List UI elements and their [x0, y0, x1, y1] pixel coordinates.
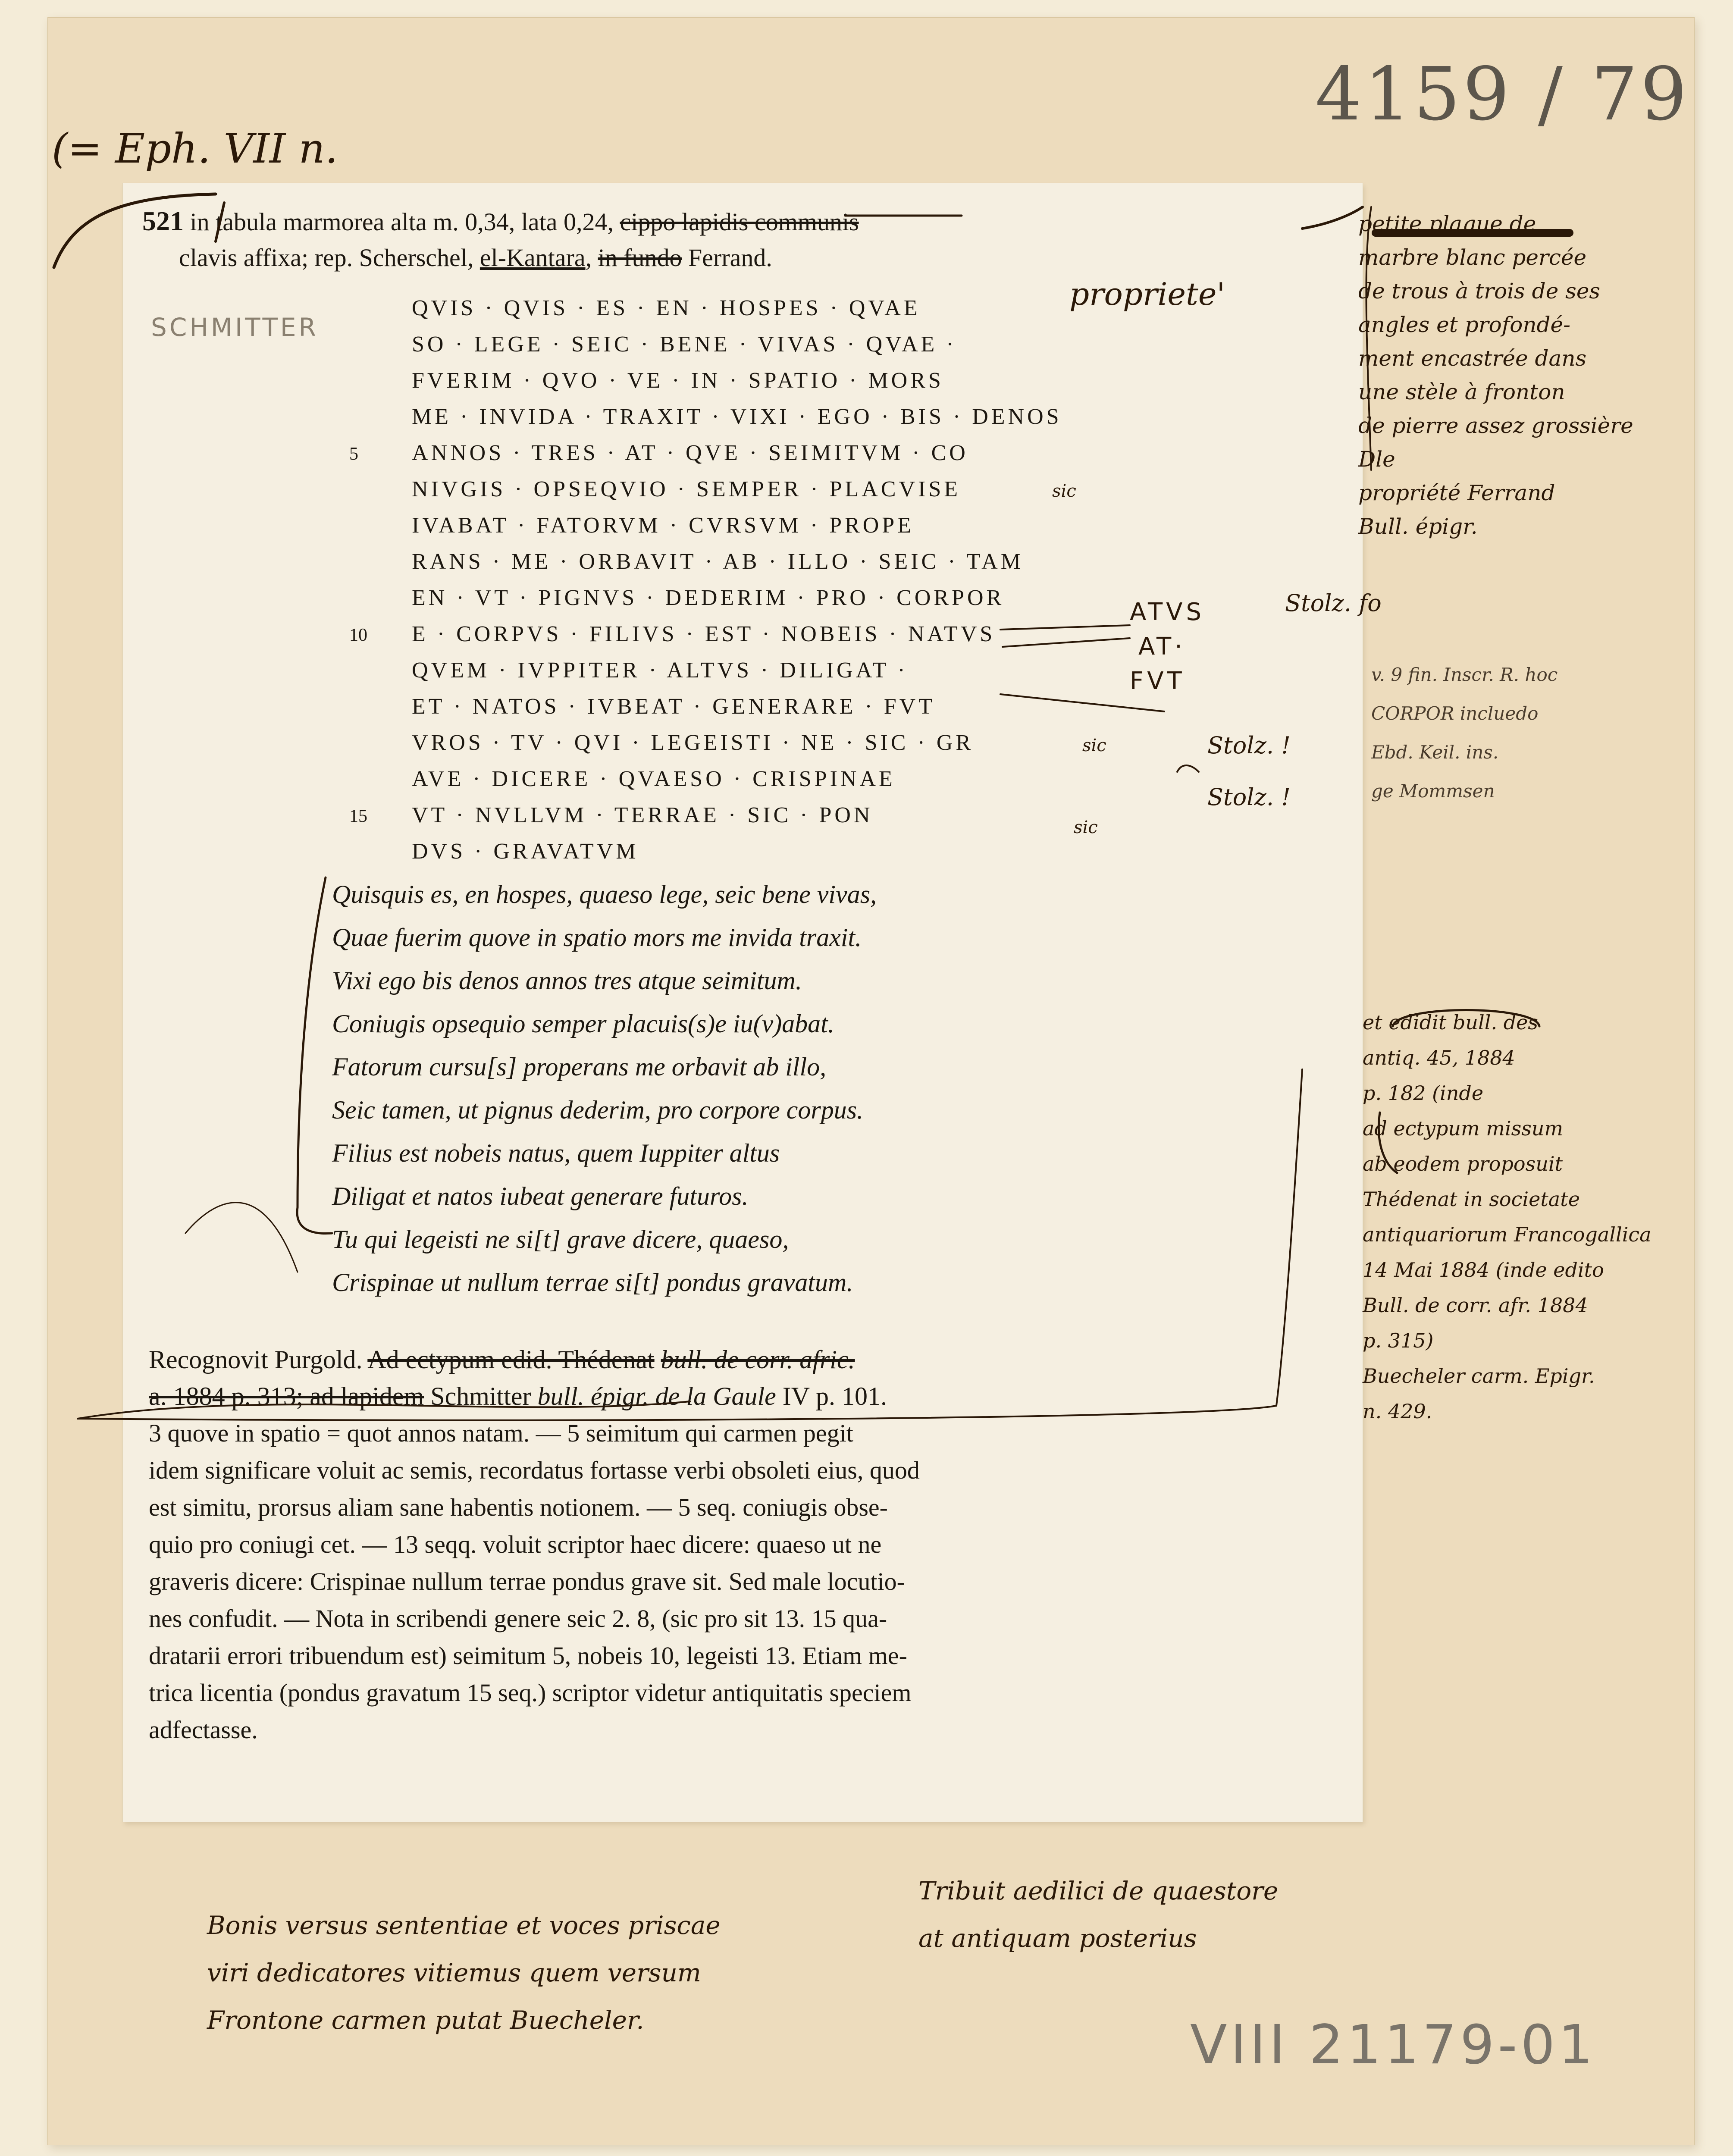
margin-note-right-top	[1358, 207, 1633, 543]
entry-heading-line-1	[142, 205, 859, 238]
sic-mark-2: sic	[1082, 736, 1106, 755]
inscription-line: VROS · TV · QVI · LEGEISTI · NE · SIC · GR	[412, 730, 974, 755]
margin-note-right-low	[1363, 1005, 1652, 1429]
commentary-line: nes confudit. — Nota in scribendi genere seic 2. 8, (sic pro sit 13. 15 qua-	[149, 1604, 887, 1633]
margin-note-line: ad ectypum missum	[1363, 1117, 1564, 1140]
margin-note-line: marbre blanc percée	[1358, 245, 1587, 270]
verse-line: Seic tamen, ut pignus dederim, pro corpore corpus.	[332, 1096, 864, 1124]
margin-note-line: Ebd. Keil. ins.	[1371, 742, 1499, 763]
margin-note-line: 14 Mai 1884 (inde edito	[1363, 1258, 1604, 1282]
heading-comma: ,	[585, 244, 598, 272]
margin-note-line: p. 315)	[1363, 1329, 1434, 1352]
entry-number: 521	[142, 206, 184, 236]
margin-note-line: Dle	[1358, 447, 1395, 472]
margin-note-line: propriété Ferrand	[1358, 480, 1555, 505]
atvs-line: ATVS	[1130, 598, 1205, 626]
margin-note-line: v. 9 fin. Inscr. R. hoc	[1371, 664, 1558, 685]
margin-note-bottom-right	[918, 1867, 1278, 1962]
recognovit-journal: bull. épigr. de la Gaule	[537, 1382, 776, 1410]
margin-note-line: Bull. épigr.	[1358, 514, 1478, 539]
heading-text-1: in tabula marmorea alta m. 0,34, lata 0,24,	[190, 208, 620, 236]
inscription-line: FVERIM · QVO · VE · IN · SPATIO · MORS	[412, 368, 944, 393]
sic-mark-1: sic	[1052, 481, 1076, 501]
commentary-line: adfectasse.	[149, 1716, 258, 1744]
recognovit-struck-1-italic: bull. de corr. afric.	[661, 1345, 855, 1374]
margin-note-line: petite plaque de	[1358, 211, 1536, 236]
entry-heading-line-2	[179, 241, 772, 274]
margin-note-atvs	[1130, 595, 1205, 699]
recognovit-line-2	[149, 1380, 887, 1413]
annotation-schmitter: SCHMITTER	[151, 313, 319, 342]
heading-struck-2: in fundo	[598, 244, 682, 272]
verse-line: Diligat et natos iubeat generare futuros.	[332, 1182, 749, 1210]
margin-note-line: antiq. 45, 1884	[1363, 1046, 1515, 1069]
recognovit-post: Schmitter	[424, 1382, 538, 1410]
commentary-line: dratarii errori tribuendum est) seimitum 5, nobeis 10, legeisti 13. Etiam me-	[149, 1642, 907, 1670]
inscription-line: NIVGIS · OPSEQVIO · SEMPER · PLACVISE	[412, 477, 961, 501]
recognovit-end: IV p. 101.	[776, 1382, 887, 1410]
margin-note-line: de trous à trois de ses	[1358, 279, 1601, 304]
inscription-line: RANS · ME · ORBAVIT · AB · ILLO · SEIC · TAM	[412, 549, 1024, 574]
inscription-line: VT · NVLLVM · TERRAE · SIC · PON	[412, 803, 873, 827]
inscription-line: QVEM · IVPPITER · ALTVS · DILIGAT ·	[412, 658, 908, 683]
recognovit-line-1	[149, 1343, 855, 1376]
margin-note-line: CORPOR incluedo	[1371, 703, 1539, 724]
recognovit-struck-1: Ad ectypum edid. Thédenat	[367, 1345, 655, 1374]
margin-note-line: et edidit bull. des	[1363, 1011, 1538, 1034]
commentary-line: graveris dicere: Crispinae nullum terrae pondus grave sit. Sed male locutio-	[149, 1567, 905, 1595]
heading-struck-1: cippo lapidis communis	[620, 208, 859, 236]
inscription-line: SO · LEGE · SEIC · BENE · VIVAS · QVAE ·	[412, 332, 957, 357]
bottom-note-line: at antiquam posterius	[918, 1924, 1197, 1953]
bottom-note-line: Tribuit aedilici de quaestore	[918, 1876, 1279, 1905]
at-line: AT·	[1138, 633, 1186, 661]
margin-note-line: n. 429.	[1363, 1400, 1432, 1423]
stolz-note-3: Stolz. !	[1207, 783, 1291, 811]
inscription-line: ET · NATOS · IVBEAT · GENERARE · FVT	[412, 694, 935, 719]
recognovit-text: Recognovit Purgold.	[149, 1345, 363, 1374]
heading-text-2b: Ferrand.	[682, 244, 772, 272]
margin-note-right-mid	[1371, 655, 1558, 811]
bottom-note-line: Bonis versus sententiae et voces priscae	[207, 1911, 721, 1940]
sic-mark-3: sic	[1074, 818, 1098, 837]
heading-underlined: el-Kantara	[479, 244, 586, 272]
verse-line: Crispinae ut nullum terrae si[t] pondus gravatum.	[332, 1268, 853, 1297]
margin-note-line: Buecheler carm. Epigr.	[1363, 1364, 1595, 1388]
verse-line: Quae fuerim quove in spatio mors me invida traxit.	[332, 923, 862, 952]
verse-line: Fatorum cursu[s] properans me orbavit ab illo,	[332, 1053, 827, 1081]
margin-note-line: ab eodem proposuit	[1363, 1152, 1563, 1175]
inscription-line: ME · INVIDA · TRAXIT · VIXI · EGO · BIS · DENOS	[412, 404, 1062, 429]
margin-note-line: p. 182 (inde	[1363, 1081, 1484, 1105]
commentary-line: quio pro coniugi cet. — 13 seqq. voluit scriptor haec dicere: quaeso ut ne	[149, 1530, 882, 1558]
inscription-line: ANNOS · TRES · AT · QVE · SEIMITVM · CO	[412, 441, 968, 465]
archive-number: VIII 21179-01	[1190, 2014, 1596, 2076]
handwritten-top-left: (= Eph. VII n.	[52, 125, 338, 172]
margin-note-line: Thédenat in societate	[1363, 1188, 1580, 1211]
commentary-line: idem significare voluit ac semis, recordatus fortasse verbi obsoleti eius, quod	[149, 1456, 920, 1484]
margin-note-bottom-left	[207, 1902, 721, 2044]
inscription-line-number: 10	[349, 625, 367, 645]
margin-note-line: de pierre assez grossière	[1358, 413, 1633, 438]
bottom-note-line: viri dedicatores vitiemus quem versum	[207, 1958, 701, 1987]
commentary-line: est simitu, prorsus aliam sane habentis notionem. — 5 seq. coniugis obse-	[149, 1493, 888, 1521]
catalog-ref: 4159 / 79	[1315, 52, 1690, 137]
margin-note-line: angles et profondé-	[1358, 312, 1571, 337]
verse-line: Tu qui legeisti ne si[t] grave dicere, quaeso,	[332, 1225, 789, 1253]
verse-line: Coniugis opsequio semper placuis(s)e iu(v)abat.	[332, 1009, 834, 1038]
commentary-line: 3 quove in spatio = quot annos natam. — 5 seimitum qui carmen pegit	[149, 1419, 853, 1447]
inscription-line-number: 5	[349, 444, 358, 464]
inscription-line-number: 15	[349, 806, 367, 826]
recognovit-struck-2: a. 1884 p. 313; ad lapidem	[149, 1382, 424, 1410]
verse-line: Filius est nobeis natus, quem Iuppiter altus	[332, 1139, 780, 1167]
annotation-proprietas: propriete'	[1069, 276, 1225, 312]
inscription-line: AVE · DICERE · QVAESO · CRISPINAE	[412, 767, 896, 791]
margin-note-line: une stèle à fronton	[1358, 379, 1565, 404]
bottom-note-line: Frontone carmen putat Buecheler.	[207, 2006, 644, 2035]
margin-note-line: ment encastrée dans	[1358, 346, 1587, 371]
stolz-note-1: Stolz. fo	[1285, 589, 1382, 617]
verse-line: Vixi ego bis denos annos tres atque seimitum.	[332, 966, 802, 995]
inscription-line: DVS · GRAVATVM	[412, 839, 639, 864]
commentary-line: trica licentia (pondus gravatum 15 seq.) scriptor videtur antiquitatis speciem	[149, 1679, 912, 1707]
heading-text-2: clavis affixa; rep. Scherschel,	[179, 244, 480, 272]
fvt-line: FVT	[1130, 667, 1185, 695]
inscription-line: E · CORPVS · FILIVS · EST · NOBEIS · NATVS	[412, 622, 996, 646]
inscription-line: IVABAT · FATORVM · CVRSVM · PROPE	[412, 513, 914, 538]
margin-note-line: ge Mommsen	[1371, 780, 1495, 802]
stolz-note-2: Stolz. !	[1207, 732, 1291, 759]
margin-note-line: Bull. de corr. afr. 1884	[1363, 1294, 1588, 1317]
inscription-line: QVIS · QVIS · ES · EN · HOSPES · QVAE	[412, 296, 921, 320]
inscription-line: EN · VT · PIGNVS · DEDERIM · PRO · CORPOR	[412, 586, 1005, 610]
margin-note-line: antiquariorum Francogallica	[1363, 1223, 1652, 1246]
verse-line: Quisquis es, en hospes, quaeso lege, seic bene vivas,	[332, 880, 877, 909]
